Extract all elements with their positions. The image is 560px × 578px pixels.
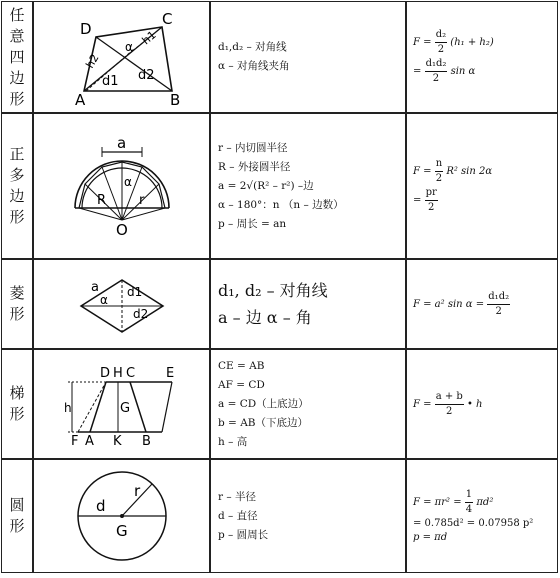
rhombus-figure (77, 274, 167, 334)
label-D: D (99, 366, 110, 381)
table-row (1, 459, 558, 573)
denominator: 2 (446, 405, 453, 417)
label-F: F (70, 434, 78, 446)
variables-cell (210, 459, 406, 573)
label-d2: d2 (132, 307, 148, 321)
label-alpha: α (123, 175, 132, 189)
variable-line: b = AB（下底边） (218, 416, 308, 429)
name-char: 圆 (9, 496, 25, 514)
numerator: d₁d₂ (487, 290, 510, 305)
formula-line (413, 531, 557, 545)
label-H: H (112, 366, 123, 381)
name-char: 梯 (9, 384, 25, 402)
formula-text: F = (413, 37, 432, 48)
formula-cell (406, 113, 558, 259)
formula-cell (406, 1, 558, 113)
formula-text: πd² (476, 496, 494, 508)
label-r: r (133, 482, 140, 500)
fraction (425, 186, 438, 215)
label-O: O (115, 221, 128, 236)
formula-cell (406, 459, 558, 573)
table-row (1, 1, 558, 113)
name-char: 菱 (9, 284, 25, 302)
variable-line: d₁, d₂ – 对角线 (218, 281, 328, 300)
figure-cell (33, 349, 210, 459)
name-char: 形 (9, 405, 25, 423)
figure-cell (33, 1, 210, 113)
label-alpha: α (99, 293, 108, 307)
table-row (1, 113, 558, 259)
formula-line (413, 186, 557, 215)
formula-text: R² sin 2α (446, 166, 493, 177)
fraction (465, 488, 473, 517)
label-a: a (116, 136, 126, 152)
formula-text: p = πd (413, 531, 448, 543)
label-a: a (90, 280, 99, 295)
table-row (1, 349, 558, 459)
formula-text: = (413, 195, 422, 206)
name-char: 形 (9, 89, 25, 108)
fraction (435, 28, 447, 57)
numerator: d₂ (435, 28, 447, 43)
name-char: 形 (9, 305, 25, 323)
label-G: G (115, 522, 128, 540)
name-char: 意 (9, 26, 25, 45)
label-B: B (141, 434, 151, 446)
variable-line: p – 周长 = an (218, 217, 287, 230)
name-char: 形 (9, 208, 25, 226)
figure-cell (33, 459, 210, 573)
formula-text: • h (466, 398, 483, 410)
fraction (435, 390, 464, 419)
quadrilateral-figure (62, 7, 182, 107)
variables-cell (210, 1, 406, 113)
shape-name-cell (1, 1, 33, 113)
denominator: 2 (427, 202, 435, 213)
trapezoid-figure (62, 362, 182, 446)
formula-line (413, 390, 557, 419)
label-C: C (125, 366, 135, 381)
name-char: 边 (9, 68, 25, 87)
denominator: 2 (432, 73, 440, 84)
variable-line: p – 圆周长 (218, 528, 269, 541)
label-R: R (96, 193, 106, 208)
label-B: B (169, 91, 180, 107)
numerator: pr (425, 186, 438, 201)
label-C: C (161, 10, 172, 28)
formula-text: = (413, 66, 422, 77)
fraction (487, 290, 510, 319)
variable-line: r – 半径 (218, 490, 256, 503)
formula-line (413, 517, 557, 531)
name-char: 任 (9, 5, 25, 24)
denominator: 4 (465, 503, 473, 515)
variable-line: r – 内切圆半径 (218, 141, 288, 154)
label-d1: d1 (126, 285, 142, 299)
formula-line (413, 28, 557, 57)
shape-name-cell (1, 459, 33, 573)
variables-cell (210, 349, 406, 459)
label-h: h (63, 401, 72, 415)
formula-line (413, 488, 557, 517)
formula-line (413, 290, 557, 319)
variable-line: h – 高 (218, 435, 248, 448)
label-h1: h1 (139, 28, 159, 48)
variable-line: a = 2√(R² – r²) –边 (218, 179, 314, 192)
fraction (425, 57, 448, 86)
formula-text: F = a² sin α = (413, 298, 485, 310)
variable-line: a = CD（上底边） (218, 397, 309, 410)
fraction (435, 157, 443, 186)
variable-line: R – 外接圆半径 (218, 160, 291, 173)
table-row (1, 259, 558, 349)
shape-name-cell (1, 259, 33, 349)
formula-text: = 0.785d² = 0.07958 p² (413, 517, 534, 529)
name-char: 形 (9, 517, 25, 535)
label-E: E (165, 366, 174, 381)
formula-cell (406, 349, 558, 459)
label-h2: h2 (82, 51, 102, 71)
figure-cell (33, 259, 210, 349)
variable-line: AF = CD (218, 378, 265, 391)
variable-line: CE = AB (218, 359, 265, 372)
label-D: D (79, 20, 92, 38)
formula-text: F = (413, 398, 432, 410)
variables-cell (210, 259, 406, 349)
formula-line (413, 57, 557, 86)
label-d: d (95, 497, 106, 515)
shape-name-cell (1, 349, 33, 459)
name-char: 正 (9, 145, 25, 163)
name-char: 四 (9, 47, 25, 66)
name-char: 边 (9, 187, 25, 205)
numerator: a + b (435, 390, 464, 405)
formula-text: F = (413, 166, 432, 177)
area-formula-table (1, 1, 558, 573)
label-K: K (112, 434, 122, 446)
variable-line: a – 边 α – 角 (218, 308, 312, 327)
formula-text: (h₁ + h₂) (450, 37, 494, 48)
formula-cell (406, 259, 558, 349)
name-char: 多 (9, 166, 25, 184)
numerator: n (435, 157, 443, 172)
variable-line: α – 对角线夹角 (218, 60, 290, 72)
numerator: 1 (465, 488, 473, 503)
label-d2: d2 (137, 68, 155, 83)
numerator: d₁d₂ (425, 57, 448, 72)
label-G: G (119, 401, 130, 416)
label-r: r (138, 193, 144, 208)
label-A: A (84, 434, 94, 446)
formula-text: F = πr² = (413, 496, 462, 508)
figure-cell (33, 113, 210, 259)
formula-text: sin α (450, 66, 476, 77)
denominator: 2 (437, 44, 445, 55)
variable-line: d₁,d₂ – 对角线 (218, 41, 287, 53)
label-A: A (74, 91, 85, 107)
variables-cell (210, 113, 406, 259)
denominator: 2 (495, 305, 502, 317)
formula-line (413, 157, 557, 186)
regular-polygon-figure (67, 136, 177, 236)
label-alpha: α (124, 40, 133, 54)
variable-line: α – 180°：n （n – 边数） (218, 198, 344, 211)
circle-figure (72, 466, 172, 566)
denominator: 2 (435, 173, 443, 184)
shape-name-cell (1, 113, 33, 259)
label-d1: d1 (101, 74, 119, 89)
variable-line: d – 直径 (218, 509, 258, 522)
